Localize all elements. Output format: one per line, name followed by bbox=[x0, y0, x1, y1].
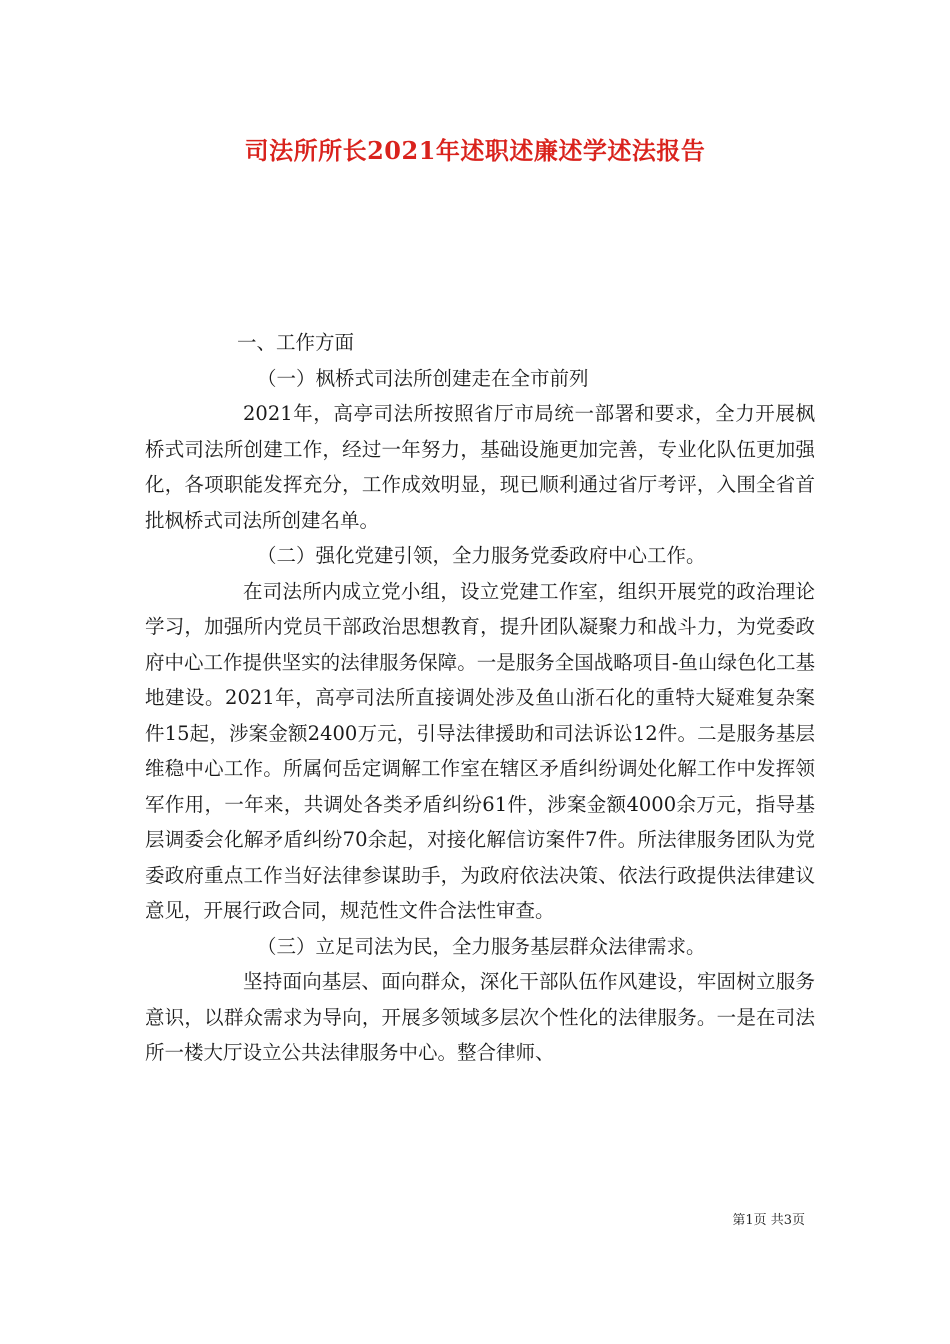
page-number: 第1页 共3页 bbox=[732, 1213, 805, 1228]
paragraph-2: 在司法所内成立党小组，设立党建工作室，组织开展党的政治理论学习，加强所内党员干部政治思想教育，提升团队凝聚力和战斗力，为党委政府中心工作提供坚实的法律服务保障。一是服务全国战略项目-鱼山绿色化工基地建设。2021年，高亭司法所直接调处涉及鱼山浙石化的重特大疑难复杂案件15起，涉案金额2400万元，引导法律援助和司法诉讼12件。二是服务基层维稳中心工作。所属何岳定调解工作室在辖区矛盾纠纷调处化解工作中发挥领军作用，一年来，共调处各类矛盾纠纷61件，涉案金额4000余万元，指导基层调委会化解矛盾纠纷70余起，对接化解信访案件7件。所法律服务团队为党委政府重点工作当好法律参谋助手，为政府依法决策、依法行政提供法律建议意见，开展行政合同，规范性文件合法性审查。 bbox=[145, 579, 815, 922]
document-body bbox=[145, 325, 815, 1071]
document-title: 司法所所长2021年述职述廉述学述法报告 bbox=[244, 136, 706, 165]
paragraph-1: 2021年，高亭司法所按照省厅市局统一部署和要求，全力开展枫桥式司法所创建工作，经过一年努力，基础设施更加完善，专业化队伍更加强化，各项职能发挥充分，工作成效明显，现已顺利通过省厅考评，入围全省首批枫桥式司法所创建名单。 bbox=[145, 402, 815, 532]
subsection-heading-2: （二）强化党建引领，全力服务党委政府中心工作。 bbox=[257, 544, 706, 567]
subsection-heading-3: （三）立足司法为民，全力服务基层群众法律需求。 bbox=[257, 934, 706, 958]
paragraph-3: 坚持面向基层、面向群众，深化干部队伍作风建设，牢固树立服务意识，以群众需求为导向，开展多领域多层次个性化的法律服务。一是在司法所一楼大厅设立公共法律服务中心。整合律师、 bbox=[145, 970, 815, 1064]
subsection-heading-1: （一）枫桥式司法所创建走在全市前列 bbox=[257, 366, 589, 390]
section-heading-work: 一、工作方面 bbox=[237, 331, 355, 354]
